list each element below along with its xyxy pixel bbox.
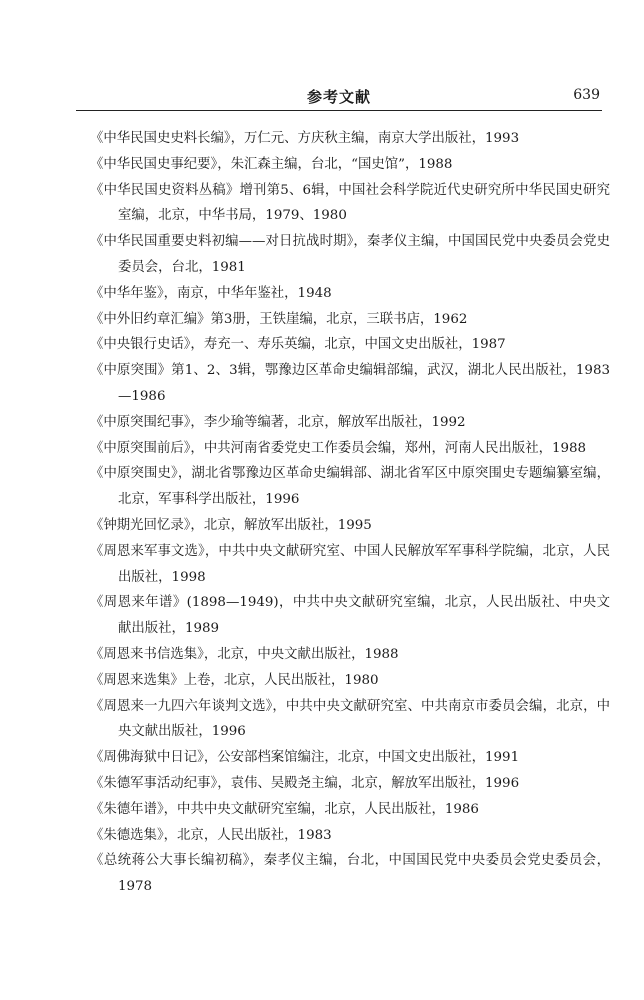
- reference-entry: 《中华民国史史料长编》，万仁元、方庆秋主编，南京大学出版社，1993: [90, 131, 520, 146]
- reference-entry: 《周恩来年谱》(1898—1949)，中共中央文献研究室编，北京，人民出版社、中央文献出版社，1989: [90, 595, 610, 637]
- reference-list: [90, 126, 610, 900]
- reference-entry: 《周佛海狱中日记》，公安部档案馆编注，北京，中国文史出版社，1991: [90, 750, 520, 766]
- reference-entry: 《朱德选集》，北京，人民出版社，1983: [90, 827, 332, 843]
- reference-entry: 《钟期光回忆录》，北京，解放军出版社，1995: [90, 517, 372, 533]
- reference-entry: 《中华民国史资料丛稿》增刊第5、6辑，中国社会科学院近代史研究所中华民国史研究室编，北京，中华书局，1979、1980: [90, 182, 610, 224]
- reference-entry: 《朱德军事活动纪事》，袁伟、吴殿尧主编，北京，解放军出版社，1996: [90, 775, 520, 791]
- reference-entry: 《周恩来选集》上卷，北京，人民出版社，1980: [90, 672, 379, 688]
- reference-entry: 《周恩来书信选集》，北京，中央文献出版社，1988: [90, 646, 399, 662]
- reference-entry: 《中原突围前后》，中共河南省委党史工作委员会编，郑州，河南人民出版社，1988: [90, 440, 587, 456]
- reference-entry: 《朱德年谱》，中共中央文献研究室编，北京，人民出版社，1986: [90, 801, 479, 817]
- reference-entry: 《中原突围》第1、2、3辑，鄂豫边区革命史编辑部编，武汉，湖北人民出版社，1983—1986: [90, 363, 610, 404]
- header-title: 参考文献: [306, 88, 371, 106]
- reference-entry: 《中华年鉴》，南京，中华年鉴社，1948: [90, 285, 332, 301]
- reference-entry: 《中央银行史话》，寿充一、寿乐英编，北京，中国文史出版社，1987: [90, 337, 506, 353]
- reference-entry: 《中华民国史事纪要》，朱汇森主编，台北，“国史馆”，1988: [90, 156, 453, 172]
- reference-entry: 《周恩来一九四六年谈判文选》，中共中央文献研究室、中共南京市委员会编，北京，中央文献出版社，1996: [90, 698, 610, 740]
- reference-entry: 《中原突围史》，湖北省鄂豫边区革命史编辑部、湖北省军区中原突围史专题编纂室编，北京，军事科学出版社，1996: [90, 466, 610, 508]
- reference-entry: 《中华民国重要史料初编——对日抗战时期》，秦孝仪主编，中国国民党中央委员会党史委员会，台北，1981: [90, 234, 610, 275]
- running-header: [76, 84, 602, 111]
- reference-entry: 《总统蒋公大事长编初稿》，秦孝仪主编，台北，中国国民党中央委员会党史委员会，1978: [90, 853, 610, 895]
- reference-entry: 《中原突围纪事》，李少瑜等编著，北京，解放军出版社，1992: [90, 414, 466, 430]
- reference-entry: 《中外旧约章汇编》第3册，王铁崖编，北京，三联书店，1962: [90, 311, 468, 327]
- reference-entry: 《周恩来军事文选》，中共中央文献研究室、中国人民解放军军事科学院编，北京，人民出版社，1998: [90, 543, 610, 585]
- page-number: 639: [573, 87, 600, 103]
